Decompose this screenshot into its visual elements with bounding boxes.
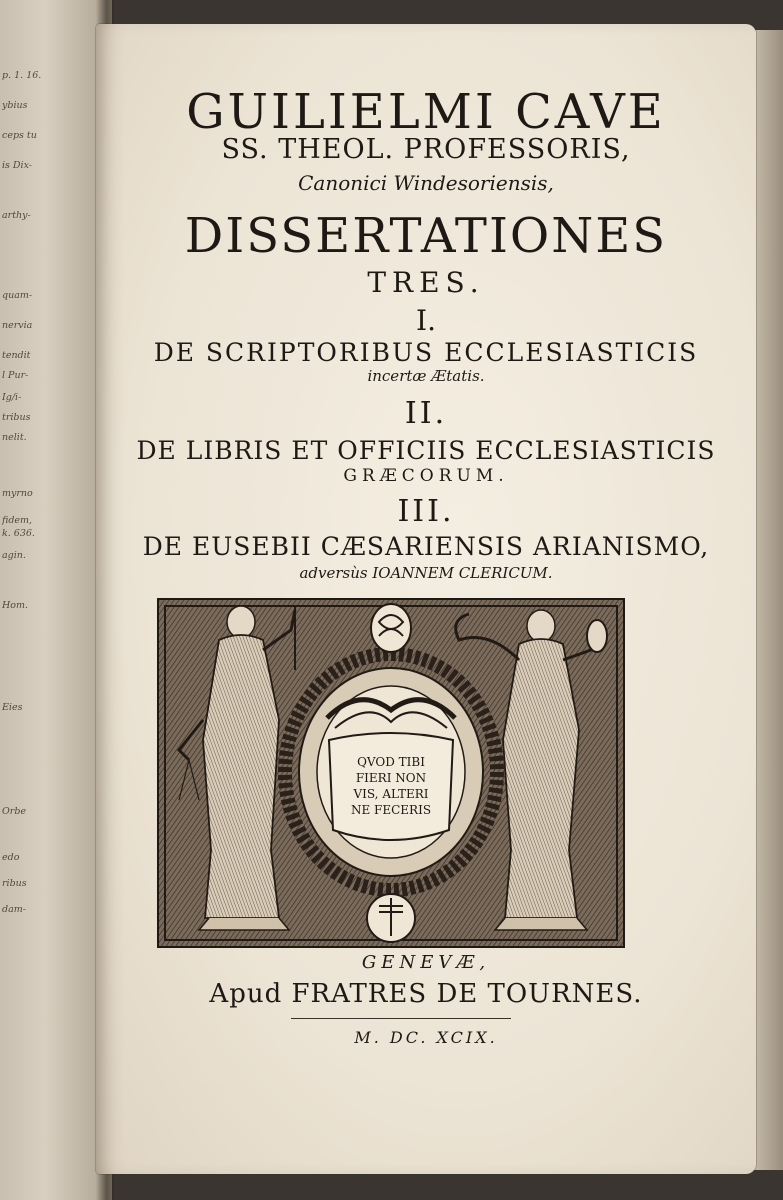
facing-page-fragment: tendit [2,350,31,361]
title-count: TRES. [367,266,485,299]
facing-page-fragment: quam- [2,290,33,301]
facing-page-fragment: ceps tu [2,130,37,141]
author-canonry: Canonici Windesoriensis, [298,171,554,195]
motto-line-1: QVOD TIBI [357,755,425,769]
main-title: DISSERTATIONES [184,208,668,264]
part-1-subtitle: incertæ Ætatis. [367,367,485,385]
woodcut-illustration [159,600,623,946]
facing-page-fragment: nelit. [2,432,27,443]
part-2-subtitle: GRÆCORUM. [343,466,509,486]
part-1-numeral: I. [416,304,436,337]
facing-page-fragment: agin. [2,550,26,561]
facing-page-fragment: Ig/i- [2,392,22,403]
facing-page-fragment: arthy- [2,210,31,221]
printers-device-woodcut [157,598,625,948]
part-2-numeral: II. [404,396,448,431]
facing-page-fragment: tribus [2,412,31,423]
imprint-place: GENEVÆ, [361,952,491,973]
motto-line-4: NE FECERIS [350,803,432,817]
facing-page-fragment: Hom. [2,600,29,611]
author-profession: SS. THEOL. PROFESSORIS, [221,134,631,165]
part-3-subtitle: adversùs IOANNEM CLERICUM. [299,564,553,582]
facing-page-fragment: edo [2,852,20,863]
imprint-date: M. DC. XCIX. [354,1028,498,1047]
facing-page-fragment: k. 636. [2,528,35,539]
facing-page-fragment: dam- [2,904,26,915]
facing-page-fragment: myrno [2,488,33,499]
title-page [96,24,756,1174]
author-name: GUILIELMI CAVE [186,84,666,140]
facing-page-fragment: ybius [2,100,28,111]
imprint-rule [291,1018,511,1019]
part-3-title: DE EUSEBII CÆSARIENSIS ARIANISMO, [142,532,710,561]
facing-page-fragment: ribus [2,878,27,889]
facing-page-fragment: Eies [2,702,23,713]
facing-page-fragment: fidem, [2,515,33,526]
imprint-printer: Apud FRATRES DE TOURNES. [209,979,643,1009]
facing-page-fragment: nervia [2,320,33,331]
part-1-title: DE SCRIPTORIBUS ECCLESIASTICIS [153,338,699,367]
motto-line-2: FIERI NON [355,771,427,785]
facing-page-fragment: Orbe [2,806,27,817]
motto-line-3: VIS, ALTERI [353,787,429,801]
part-3-numeral: III. [397,494,455,529]
part-2-title: DE LIBRIS ET OFFICIIS ECCLESIASTICIS [136,436,716,465]
facing-page-fragment: p. 1. 16. [2,70,42,81]
facing-page-fragment: is Dix- [2,160,32,171]
facing-page-fragment: l Pur- [2,370,29,381]
